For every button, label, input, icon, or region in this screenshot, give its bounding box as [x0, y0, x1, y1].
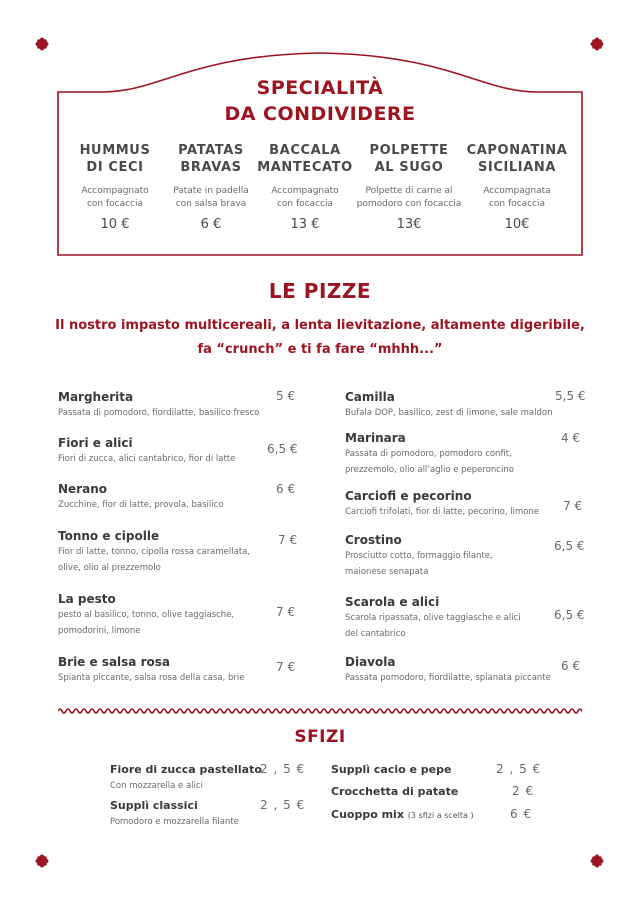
pizza-price: 5 €	[276, 389, 296, 403]
sfizio-name	[331, 808, 474, 821]
pizza-name: Margherita	[58, 390, 134, 404]
specialita-item	[250, 142, 360, 232]
pizza-desc: Prosciutto cotto, formaggio filante,	[345, 551, 493, 561]
pizza-desc: Carciofi trifolati, fior di latte, pecorino, limone	[345, 507, 540, 517]
pizza-name: Nerano	[58, 482, 107, 496]
pizza-name: Tonno e cipolle	[58, 529, 160, 543]
pizza-item	[345, 489, 595, 520]
pizza-item	[58, 482, 308, 513]
specialita-item-desc: Accompagnato con focaccia	[81, 186, 149, 209]
pizze-subtitle	[0, 314, 640, 362]
wavy-divider	[58, 706, 582, 716]
pizza-desc: pesto al basilico, tonno, olive taggiasche,	[58, 610, 235, 620]
pizza-price: 6 €	[276, 482, 296, 496]
sfizio-price: 2 , 5 €	[260, 798, 306, 812]
sfizio-price: 2 , 5 €	[496, 762, 542, 776]
specialita-item-desc: Accompagnata con focaccia	[483, 186, 551, 209]
sfizio-name: Supplì cacio e pepe	[331, 763, 452, 776]
sfizio-name-text: Cuoppo mix	[331, 808, 404, 821]
pizza-desc: Passata di pomodoro, pomodoro confit,	[345, 449, 512, 459]
pizza-price: 6,5 €	[554, 608, 585, 622]
pizza-desc: Bufala DOP, basilico, zest di limone, sale maldon	[345, 408, 553, 418]
sfizi-title: SFIZI	[294, 727, 346, 747]
pizza-price: 7 €	[278, 533, 298, 547]
specialita-title-line1: SPECIALITÀ	[256, 77, 384, 99]
pizza-desc: Spianta piccante, salsa rosa della casa, brie	[58, 673, 245, 683]
pizza-name: La pesto	[58, 592, 116, 606]
pizza-name: Scarola e alici	[345, 595, 440, 609]
pizza-price: 6,5 €	[554, 539, 585, 553]
specialita-item-name: CAPONATINA SICILIANA	[466, 143, 568, 175]
specialita-title-line2: DA CONDIVIDERE	[224, 103, 416, 125]
pizze-subtitle-line2: fa “crunch” e ti fa fare “mhhh...”	[197, 342, 443, 357]
pizza-desc: Fior di latte, tonno, cipolla rossa caramellata,	[58, 547, 251, 557]
specialita-item-name: HUMMUS DI CECI	[79, 143, 151, 175]
pizza-item	[345, 655, 595, 686]
specialita-item-desc: Polpette di carne al pomodoro con focaccia	[356, 186, 462, 209]
pizze-title: LE PIZZE	[268, 279, 372, 303]
pizza-name: Carciofi e pecorino	[345, 489, 472, 503]
specialita-item	[462, 142, 572, 232]
pizza-desc-line2: olive, olio al prezzemolo	[58, 563, 161, 573]
specialita-item-price: 13€	[396, 217, 422, 232]
flower-ornament-icon	[590, 854, 604, 868]
pizza-item	[345, 431, 595, 478]
pizza-price: 7 €	[276, 605, 296, 619]
sfizio-note: (3 sfizi a scelta )	[407, 811, 474, 820]
pizza-name: Diavola	[345, 655, 396, 669]
pizze-subtitle-line1: Il nostro impasto multicereali, a lenta lievitazione, altamente digeribile,	[55, 318, 585, 333]
sfizio-desc: Pomodoro e mozzarella filante	[110, 817, 239, 827]
pizza-price: 5,5 €	[555, 389, 586, 403]
pizza-price: 4 €	[561, 431, 581, 445]
pizza-name: Marinara	[345, 431, 406, 445]
specialita-item-price: 6 €	[200, 217, 222, 232]
pizza-price: 7 €	[276, 660, 296, 674]
specialita-item-name: PATATAS BRAVAS	[178, 143, 244, 175]
sfizio-name: Fiore di zucca pastellato	[110, 763, 262, 776]
pizza-name: Fiori e alici	[58, 436, 133, 450]
pizza-desc: Zucchine, fior di latte, provola, basilico	[58, 500, 224, 510]
pizza-desc: Passata di pomodoro, fiordilatte, basilico fresco	[58, 408, 260, 418]
pizza-desc-line2: maionese senapata	[345, 567, 429, 577]
sfizio-price: 6 €	[510, 807, 533, 821]
specialita-item-desc: Patate in padella con salsa brava	[173, 186, 249, 209]
pizza-item	[58, 655, 308, 686]
pizza-desc: Fiori di zucca, alici cantabrico, fior di latte	[58, 454, 236, 464]
pizza-name: Camilla	[345, 390, 395, 404]
pizza-item	[58, 529, 308, 576]
pizza-name: Brie e salsa rosa	[58, 655, 170, 669]
sfizio-price: 2 €	[512, 784, 535, 798]
pizza-item	[58, 592, 308, 639]
specialita-item-price: 10 €	[100, 217, 130, 232]
specialita-item	[354, 142, 464, 232]
pizza-price: 6,5 €	[267, 442, 298, 456]
pizza-item	[58, 390, 308, 421]
pizza-desc-line2: del cantabrico	[345, 629, 406, 639]
sfizio-name: Supplì classici	[110, 799, 198, 812]
pizza-desc: Scarola ripassata, olive taggiasche e alici	[345, 613, 521, 623]
pizza-desc-line2: pomodorini, limone	[58, 626, 141, 636]
pizza-desc-line2: prezzemolo, olio all’aglio e peperoncino	[345, 465, 514, 475]
pizza-name: Crostino	[345, 533, 402, 547]
specialita-item-price: 13 €	[290, 217, 320, 232]
pizza-desc: Passata pomodoro, fiordilatte, spianata piccante	[345, 673, 551, 683]
specialita-item	[60, 142, 170, 232]
specialita-item-price: 10€	[504, 217, 530, 232]
pizza-price: 7 €	[563, 499, 583, 513]
sfizio-price: 2 , 5 €	[260, 762, 306, 776]
flower-ornament-icon	[35, 854, 49, 868]
sfizio-name: Crocchetta di patate	[331, 785, 459, 798]
specialita-item-desc: Accompagnato con focaccia	[271, 186, 339, 209]
sfizio-desc: Con mozzarella e alici	[110, 781, 203, 791]
pizza-price: 6 €	[561, 659, 581, 673]
specialita-item-name: POLPETTE AL SUGO	[369, 143, 449, 175]
specialita-item-name: BACCALA MANTECATO	[257, 143, 353, 175]
